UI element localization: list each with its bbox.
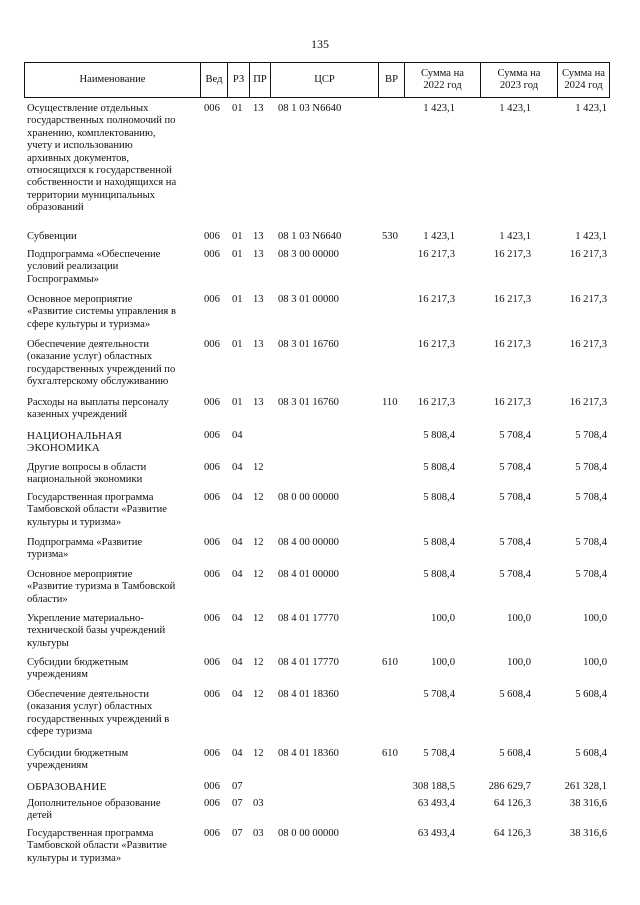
row-name: Дополнительное образование детей — [27, 798, 161, 822]
row-sum-2024: 5 708,4 — [575, 462, 607, 473]
row-sum-2023: 64 126,3 — [493, 828, 531, 839]
row-ved: 006 — [204, 689, 220, 700]
row-sum-2024: 100,0 — [583, 657, 607, 668]
row-sum-2022: 1 423,1 — [423, 103, 455, 114]
row-pr: 13 — [253, 339, 264, 350]
row-sum-2024: 100,0 — [583, 613, 607, 624]
row-rz: 04 — [232, 430, 243, 441]
row-name: Осуществление отдельных государственных полномочий по хранению, комплектованию, учету и использованию архивных документов, относящихся к государственной собственности и находящихся на территории муниципальных образований — [27, 103, 177, 214]
row-rz: 01 — [232, 397, 243, 408]
row-pr: 03 — [253, 828, 264, 839]
row-sum-2024: 16 217,3 — [569, 294, 607, 305]
row-ved: 006 — [204, 828, 220, 839]
row-rz: 01 — [232, 249, 243, 260]
row-sum-2023: 64 126,3 — [493, 798, 531, 809]
row-sum-2024: 16 217,3 — [569, 397, 607, 408]
row-sum-2022: 16 217,3 — [417, 339, 455, 350]
row-csr: 08 4 00 00000 — [278, 537, 339, 548]
row-ved: 006 — [204, 294, 220, 305]
row-vr: 530 — [382, 231, 398, 242]
row-sum-2024: 5 708,4 — [575, 569, 607, 580]
row-sum-2023: 5 608,4 — [499, 689, 531, 700]
row-sum-2022: 16 217,3 — [417, 397, 455, 408]
header-sum-2022: Сумма на 2022 год — [405, 63, 481, 97]
row-name: Основное мероприятие «Развитие туризма в Тамбовской области» — [27, 569, 176, 605]
row-sum-2022: 5 808,4 — [423, 537, 455, 548]
header-ved: Вед — [201, 63, 228, 97]
row-ved: 006 — [204, 537, 220, 548]
row-sum-2022: 5 808,4 — [423, 492, 455, 503]
row-ved: 006 — [204, 748, 220, 759]
row-ved: 006 — [204, 339, 220, 350]
row-pr: 03 — [253, 798, 264, 809]
row-rz: 04 — [232, 748, 243, 759]
header-sum-2023: Сумма на 2023 год — [481, 63, 558, 97]
row-sum-2022: 5 808,4 — [423, 430, 455, 441]
row-csr: 08 4 01 18360 — [278, 748, 339, 759]
row-rz: 04 — [232, 657, 243, 668]
row-csr: 08 4 01 17770 — [278, 613, 339, 624]
row-csr: 08 1 03 N6640 — [278, 103, 342, 114]
row-rz: 04 — [232, 462, 243, 473]
row-pr: 12 — [253, 657, 264, 668]
row-sum-2022: 5 708,4 — [423, 748, 455, 759]
row-pr: 13 — [253, 294, 264, 305]
row-pr: 13 — [253, 249, 264, 260]
row-pr: 12 — [253, 613, 264, 624]
row-name: Субсидии бюджетным учреждениям — [27, 748, 129, 772]
row-vr: 610 — [382, 657, 398, 668]
row-sum-2023: 5 708,4 — [499, 462, 531, 473]
row-ved: 006 — [204, 462, 220, 473]
header-sum-2024: Сумма на 2024 год — [561, 68, 606, 91]
row-sum-2023: 286 629,7 — [488, 781, 531, 792]
row-pr: 12 — [253, 462, 264, 473]
row-rz: 01 — [232, 339, 243, 350]
table-header — [24, 62, 610, 98]
row-sum-2022: 5 808,4 — [423, 462, 455, 473]
row-ved: 006 — [204, 798, 220, 809]
row-ved: 006 — [204, 492, 220, 503]
row-rz: 01 — [232, 231, 243, 242]
row-vr: 110 — [382, 397, 398, 408]
row-rz: 04 — [232, 537, 243, 548]
row-sum-2024: 16 217,3 — [569, 339, 607, 350]
row-sum-2024: 5 608,4 — [575, 689, 607, 700]
row-sum-2023: 100,0 — [507, 613, 531, 624]
row-name: Субсидии бюджетным учреждениям — [27, 657, 129, 681]
header-rz: РЗ — [228, 63, 250, 97]
row-csr: 08 4 01 18360 — [278, 689, 339, 700]
row-name: Субвенции — [27, 231, 77, 242]
header-name: Наименование — [25, 63, 201, 97]
row-ved: 006 — [204, 781, 220, 792]
row-name: Обеспечение деятельности (оказания услуг) областных государственных учреждений в сфере туризма — [27, 689, 170, 738]
row-sum-2022: 100,0 — [431, 613, 455, 624]
row-sum-2023: 5 708,4 — [499, 537, 531, 548]
header-csr: ЦСР — [271, 63, 379, 97]
row-pr: 13 — [253, 103, 264, 114]
row-vr: 610 — [382, 748, 398, 759]
row-csr: 08 3 01 16760 — [278, 397, 339, 408]
row-sum-2022: 16 217,3 — [417, 249, 455, 260]
row-name: Укрепление материально- технической базы учреждений культуры — [27, 613, 166, 649]
row-sum-2023: 1 423,1 — [499, 103, 531, 114]
row-sum-2024: 16 217,3 — [569, 249, 607, 260]
row-pr: 12 — [253, 689, 264, 700]
row-rz: 01 — [232, 103, 243, 114]
row-name: Основное мероприятие «Развитие системы управления в сфере культуры и туризма» — [27, 294, 176, 330]
row-pr: 13 — [253, 231, 264, 242]
row-sum-2024: 5 708,4 — [575, 430, 607, 441]
row-pr: 12 — [253, 569, 264, 580]
row-rz: 07 — [232, 828, 243, 839]
row-sum-2024: 5 608,4 — [575, 748, 607, 759]
row-ved: 006 — [204, 103, 220, 114]
row-csr: 08 4 01 17770 — [278, 657, 339, 668]
row-sum-2022: 5 808,4 — [423, 569, 455, 580]
row-sum-2024: 5 708,4 — [575, 537, 607, 548]
row-name: Другие вопросы в области национальной экономики — [27, 462, 147, 486]
row-name: Подпрограмма «Развитие туризма» — [27, 537, 143, 561]
row-ved: 006 — [204, 231, 220, 242]
header-pr: ПР — [250, 63, 271, 97]
row-sum-2023: 5 708,4 — [499, 492, 531, 503]
row-sum-2022: 63 493,4 — [417, 828, 455, 839]
row-sum-2024: 38 316,6 — [569, 798, 607, 809]
row-sum-2023: 5 708,4 — [499, 430, 531, 441]
row-rz: 04 — [232, 569, 243, 580]
row-ved: 006 — [204, 613, 220, 624]
row-sum-2023: 16 217,3 — [493, 339, 531, 350]
row-sum-2024: 1 423,1 — [575, 103, 607, 114]
row-sum-2024: 1 423,1 — [575, 231, 607, 242]
row-sum-2024: 5 708,4 — [575, 492, 607, 503]
row-sum-2024: 261 328,1 — [564, 781, 607, 792]
row-sum-2023: 100,0 — [507, 657, 531, 668]
row-ved: 006 — [204, 430, 220, 441]
row-sum-2023: 16 217,3 — [493, 249, 531, 260]
row-rz: 04 — [232, 492, 243, 503]
row-ved: 006 — [204, 569, 220, 580]
row-ved: 006 — [204, 657, 220, 668]
row-csr: 08 0 00 00000 — [278, 828, 339, 839]
row-rz: 04 — [232, 689, 243, 700]
row-name: Государственная программа Тамбовской области «Развитие культуры и туризма» — [27, 828, 167, 864]
row-pr: 13 — [253, 397, 264, 408]
row-ved: 006 — [204, 397, 220, 408]
header-vr: ВР — [379, 63, 405, 97]
row-sum-2023: 16 217,3 — [493, 397, 531, 408]
row-csr: 08 3 01 00000 — [278, 294, 339, 305]
row-rz: 01 — [232, 294, 243, 305]
page-number: 135 — [311, 37, 329, 51]
row-sum-2023: 5 608,4 — [499, 748, 531, 759]
row-ved: 006 — [204, 249, 220, 260]
row-name: Расходы на выплаты персоналу казенных учреждений — [27, 397, 169, 421]
row-name: ОБРАЗОВАНИЕ — [27, 781, 107, 793]
row-sum-2023: 16 217,3 — [493, 294, 531, 305]
row-rz: 07 — [232, 781, 243, 792]
row-pr: 12 — [253, 492, 264, 503]
row-name: Подпрограмма «Обеспечение условий реализации Госпрограммы» — [27, 249, 161, 285]
row-sum-2022: 63 493,4 — [417, 798, 455, 809]
row-sum-2022: 308 188,5 — [412, 781, 455, 792]
row-rz: 07 — [232, 798, 243, 809]
row-name: Государственная программа Тамбовской области «Развитие культуры и туризма» — [27, 492, 167, 528]
row-csr: 08 3 00 00000 — [278, 249, 339, 260]
row-csr: 08 4 01 00000 — [278, 569, 339, 580]
row-sum-2024: 38 316,6 — [569, 828, 607, 839]
row-sum-2023: 1 423,1 — [499, 231, 531, 242]
row-name: Обеспечение деятельности (оказание услуг) областных государственных учреждений по бухгалтерскому обслуживанию — [27, 339, 176, 388]
row-csr: 08 1 03 N6640 — [278, 231, 342, 242]
row-sum-2022: 5 708,4 — [423, 689, 455, 700]
row-sum-2022: 100,0 — [431, 657, 455, 668]
row-csr: 08 3 01 16760 — [278, 339, 339, 350]
row-sum-2022: 16 217,3 — [417, 294, 455, 305]
row-pr: 12 — [253, 537, 264, 548]
row-csr: 08 0 00 00000 — [278, 492, 339, 503]
row-sum-2023: 5 708,4 — [499, 569, 531, 580]
row-sum-2022: 1 423,1 — [423, 231, 455, 242]
row-pr: 12 — [253, 748, 264, 759]
row-name: НАЦИОНАЛЬНАЯ ЭКОНОМИКА — [27, 430, 123, 455]
row-rz: 04 — [232, 613, 243, 624]
